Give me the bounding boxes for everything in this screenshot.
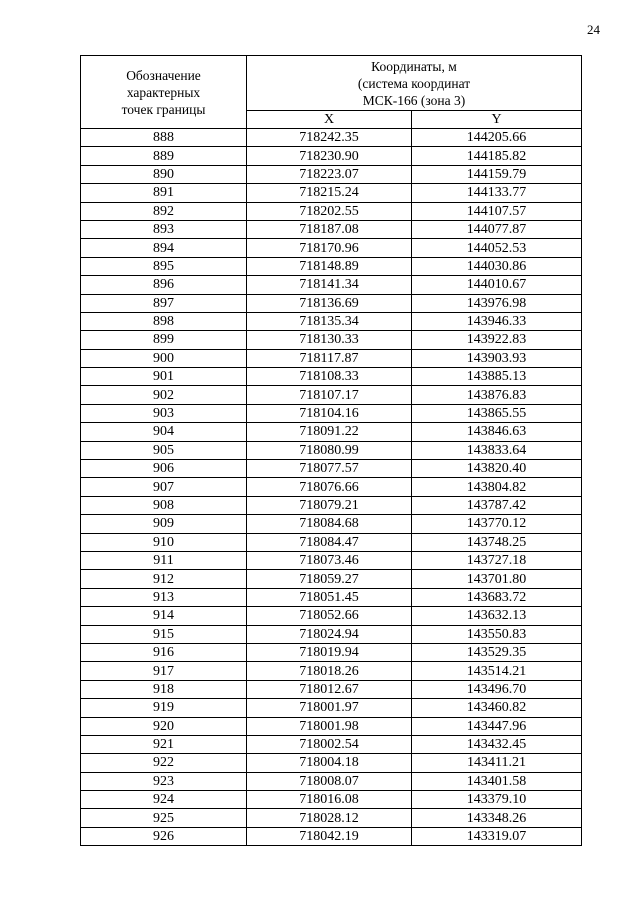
point-cell: 894	[81, 239, 247, 257]
table-row	[81, 368, 582, 386]
x-cell: 718001.97	[247, 699, 412, 717]
x-cell: 718187.08	[247, 220, 412, 238]
point-cell: 921	[81, 735, 247, 753]
point-cell: 914	[81, 607, 247, 625]
x-cell: 718223.07	[247, 165, 412, 183]
table-row	[81, 680, 582, 698]
table-row	[81, 202, 582, 220]
x-cell: 718230.90	[247, 147, 412, 165]
x-cell: 718001.98	[247, 717, 412, 735]
x-cell: 718028.12	[247, 809, 412, 827]
point-cell: 926	[81, 827, 247, 845]
table-row	[81, 551, 582, 569]
point-cell: 920	[81, 717, 247, 735]
y-cell: 143701.80	[412, 570, 582, 588]
point-cell: 906	[81, 460, 247, 478]
y-cell: 143632.13	[412, 607, 582, 625]
point-cell: 923	[81, 772, 247, 790]
point-cell: 925	[81, 809, 247, 827]
x-cell: 718012.67	[247, 680, 412, 698]
point-cell: 922	[81, 754, 247, 772]
y-cell: 143804.82	[412, 478, 582, 496]
point-cell: 915	[81, 625, 247, 643]
point-cell: 917	[81, 662, 247, 680]
y-cell: 143683.72	[412, 588, 582, 606]
y-cell: 143727.18	[412, 551, 582, 569]
table-row	[81, 643, 582, 661]
y-cell: 143514.21	[412, 662, 582, 680]
point-cell: 893	[81, 220, 247, 238]
y-cell: 143319.07	[412, 827, 582, 845]
point-cell: 890	[81, 165, 247, 183]
table-row	[81, 717, 582, 735]
x-cell: 718117.87	[247, 349, 412, 367]
table-row	[81, 662, 582, 680]
table-header	[81, 56, 582, 129]
x-cell: 718136.69	[247, 294, 412, 312]
point-cell: 909	[81, 515, 247, 533]
x-cell: 718084.47	[247, 533, 412, 551]
x-cell: 718059.27	[247, 570, 412, 588]
table-body	[81, 129, 582, 846]
table-row	[81, 404, 582, 422]
y-cell: 143411.21	[412, 754, 582, 772]
point-cell: 891	[81, 184, 247, 202]
table-row	[81, 386, 582, 404]
table-row	[81, 496, 582, 514]
x-cell: 718079.21	[247, 496, 412, 514]
table-row	[81, 754, 582, 772]
y-cell: 143348.26	[412, 809, 582, 827]
y-cell: 143876.83	[412, 386, 582, 404]
y-cell: 143432.45	[412, 735, 582, 753]
table-row	[81, 220, 582, 238]
y-cell: 143976.98	[412, 294, 582, 312]
y-cell: 143820.40	[412, 460, 582, 478]
x-cell: 718016.08	[247, 791, 412, 809]
page-number: 24	[587, 22, 600, 37]
table-row	[81, 331, 582, 349]
point-cell: 897	[81, 294, 247, 312]
x-cell: 718042.19	[247, 827, 412, 845]
y-cell: 143787.42	[412, 496, 582, 514]
point-cell: 912	[81, 570, 247, 588]
point-cell: 924	[81, 791, 247, 809]
x-cell: 718076.66	[247, 478, 412, 496]
x-cell: 718108.33	[247, 368, 412, 386]
table-row	[81, 588, 582, 606]
x-cell: 718091.22	[247, 423, 412, 441]
point-cell: 916	[81, 643, 247, 661]
table-row	[81, 478, 582, 496]
table-row	[81, 294, 582, 312]
x-cell: 718242.35	[247, 129, 412, 147]
y-cell: 143885.13	[412, 368, 582, 386]
y-cell: 143401.58	[412, 772, 582, 790]
y-cell: 144133.77	[412, 184, 582, 202]
coordinates-table	[80, 55, 582, 846]
x-cell: 718202.55	[247, 202, 412, 220]
y-cell: 143748.25	[412, 533, 582, 551]
table-row	[81, 607, 582, 625]
y-cell: 143833.64	[412, 441, 582, 459]
table-row	[81, 239, 582, 257]
point-cell: 902	[81, 386, 247, 404]
x-cell: 718215.24	[247, 184, 412, 202]
point-cell: 911	[81, 551, 247, 569]
y-cell: 143770.12	[412, 515, 582, 533]
x-cell: 718018.26	[247, 662, 412, 680]
y-cell: 143946.33	[412, 312, 582, 330]
y-cell: 144107.57	[412, 202, 582, 220]
point-designation-header: Обозначение характерных точек границы	[81, 56, 247, 129]
x-cell: 718148.89	[247, 257, 412, 275]
table-row	[81, 625, 582, 643]
table-row	[81, 423, 582, 441]
table-row	[81, 735, 582, 753]
y-cell: 143460.82	[412, 699, 582, 717]
point-cell: 898	[81, 312, 247, 330]
x-cell: 718024.94	[247, 625, 412, 643]
x-cell: 718019.94	[247, 643, 412, 661]
table-row	[81, 441, 582, 459]
table-row	[81, 276, 582, 294]
table-row	[81, 349, 582, 367]
y-cell: 143529.35	[412, 643, 582, 661]
y-cell: 143379.10	[412, 791, 582, 809]
point-cell: 895	[81, 257, 247, 275]
x-cell: 718130.33	[247, 331, 412, 349]
x-cell: 718052.66	[247, 607, 412, 625]
y-cell: 144010.67	[412, 276, 582, 294]
point-cell: 900	[81, 349, 247, 367]
coordinates-header: Координаты, м (система координат МСК-166 (зона 3)	[247, 56, 582, 111]
x-cell: 718008.07	[247, 772, 412, 790]
y-cell: 143846.63	[412, 423, 582, 441]
point-cell: 919	[81, 699, 247, 717]
y-cell: 143865.55	[412, 404, 582, 422]
x-column-header: X	[247, 111, 412, 129]
y-cell: 143447.96	[412, 717, 582, 735]
x-cell: 718104.16	[247, 404, 412, 422]
table-row	[81, 184, 582, 202]
x-cell: 718051.45	[247, 588, 412, 606]
table-row	[81, 165, 582, 183]
table-row	[81, 791, 582, 809]
point-cell: 910	[81, 533, 247, 551]
y-cell: 144030.86	[412, 257, 582, 275]
x-cell: 718084.68	[247, 515, 412, 533]
point-cell: 908	[81, 496, 247, 514]
table-row	[81, 515, 582, 533]
point-cell: 904	[81, 423, 247, 441]
y-cell: 143922.83	[412, 331, 582, 349]
x-cell: 718141.34	[247, 276, 412, 294]
table-row	[81, 772, 582, 790]
x-cell: 718170.96	[247, 239, 412, 257]
table-row	[81, 533, 582, 551]
x-cell: 718077.57	[247, 460, 412, 478]
table-row	[81, 827, 582, 845]
y-cell: 143550.83	[412, 625, 582, 643]
y-cell: 143496.70	[412, 680, 582, 698]
x-cell: 718002.54	[247, 735, 412, 753]
point-cell: 907	[81, 478, 247, 496]
table-row	[81, 460, 582, 478]
x-cell: 718080.99	[247, 441, 412, 459]
y-cell: 144159.79	[412, 165, 582, 183]
y-cell: 144185.82	[412, 147, 582, 165]
point-cell: 892	[81, 202, 247, 220]
point-cell: 913	[81, 588, 247, 606]
y-cell: 144052.53	[412, 239, 582, 257]
point-cell: 888	[81, 129, 247, 147]
point-cell: 901	[81, 368, 247, 386]
x-cell: 718004.18	[247, 754, 412, 772]
table-row	[81, 129, 582, 147]
table-row	[81, 312, 582, 330]
x-cell: 718135.34	[247, 312, 412, 330]
x-cell: 718107.17	[247, 386, 412, 404]
table-row	[81, 147, 582, 165]
point-cell: 889	[81, 147, 247, 165]
table-row	[81, 699, 582, 717]
table-row	[81, 809, 582, 827]
table-row	[81, 257, 582, 275]
y-cell: 143903.93	[412, 349, 582, 367]
point-cell: 918	[81, 680, 247, 698]
y-cell: 144205.66	[412, 129, 582, 147]
x-cell: 718073.46	[247, 551, 412, 569]
point-cell: 899	[81, 331, 247, 349]
point-cell: 896	[81, 276, 247, 294]
point-cell: 903	[81, 404, 247, 422]
y-cell: 144077.87	[412, 220, 582, 238]
y-column-header: Y	[412, 111, 582, 129]
table-row	[81, 570, 582, 588]
point-cell: 905	[81, 441, 247, 459]
